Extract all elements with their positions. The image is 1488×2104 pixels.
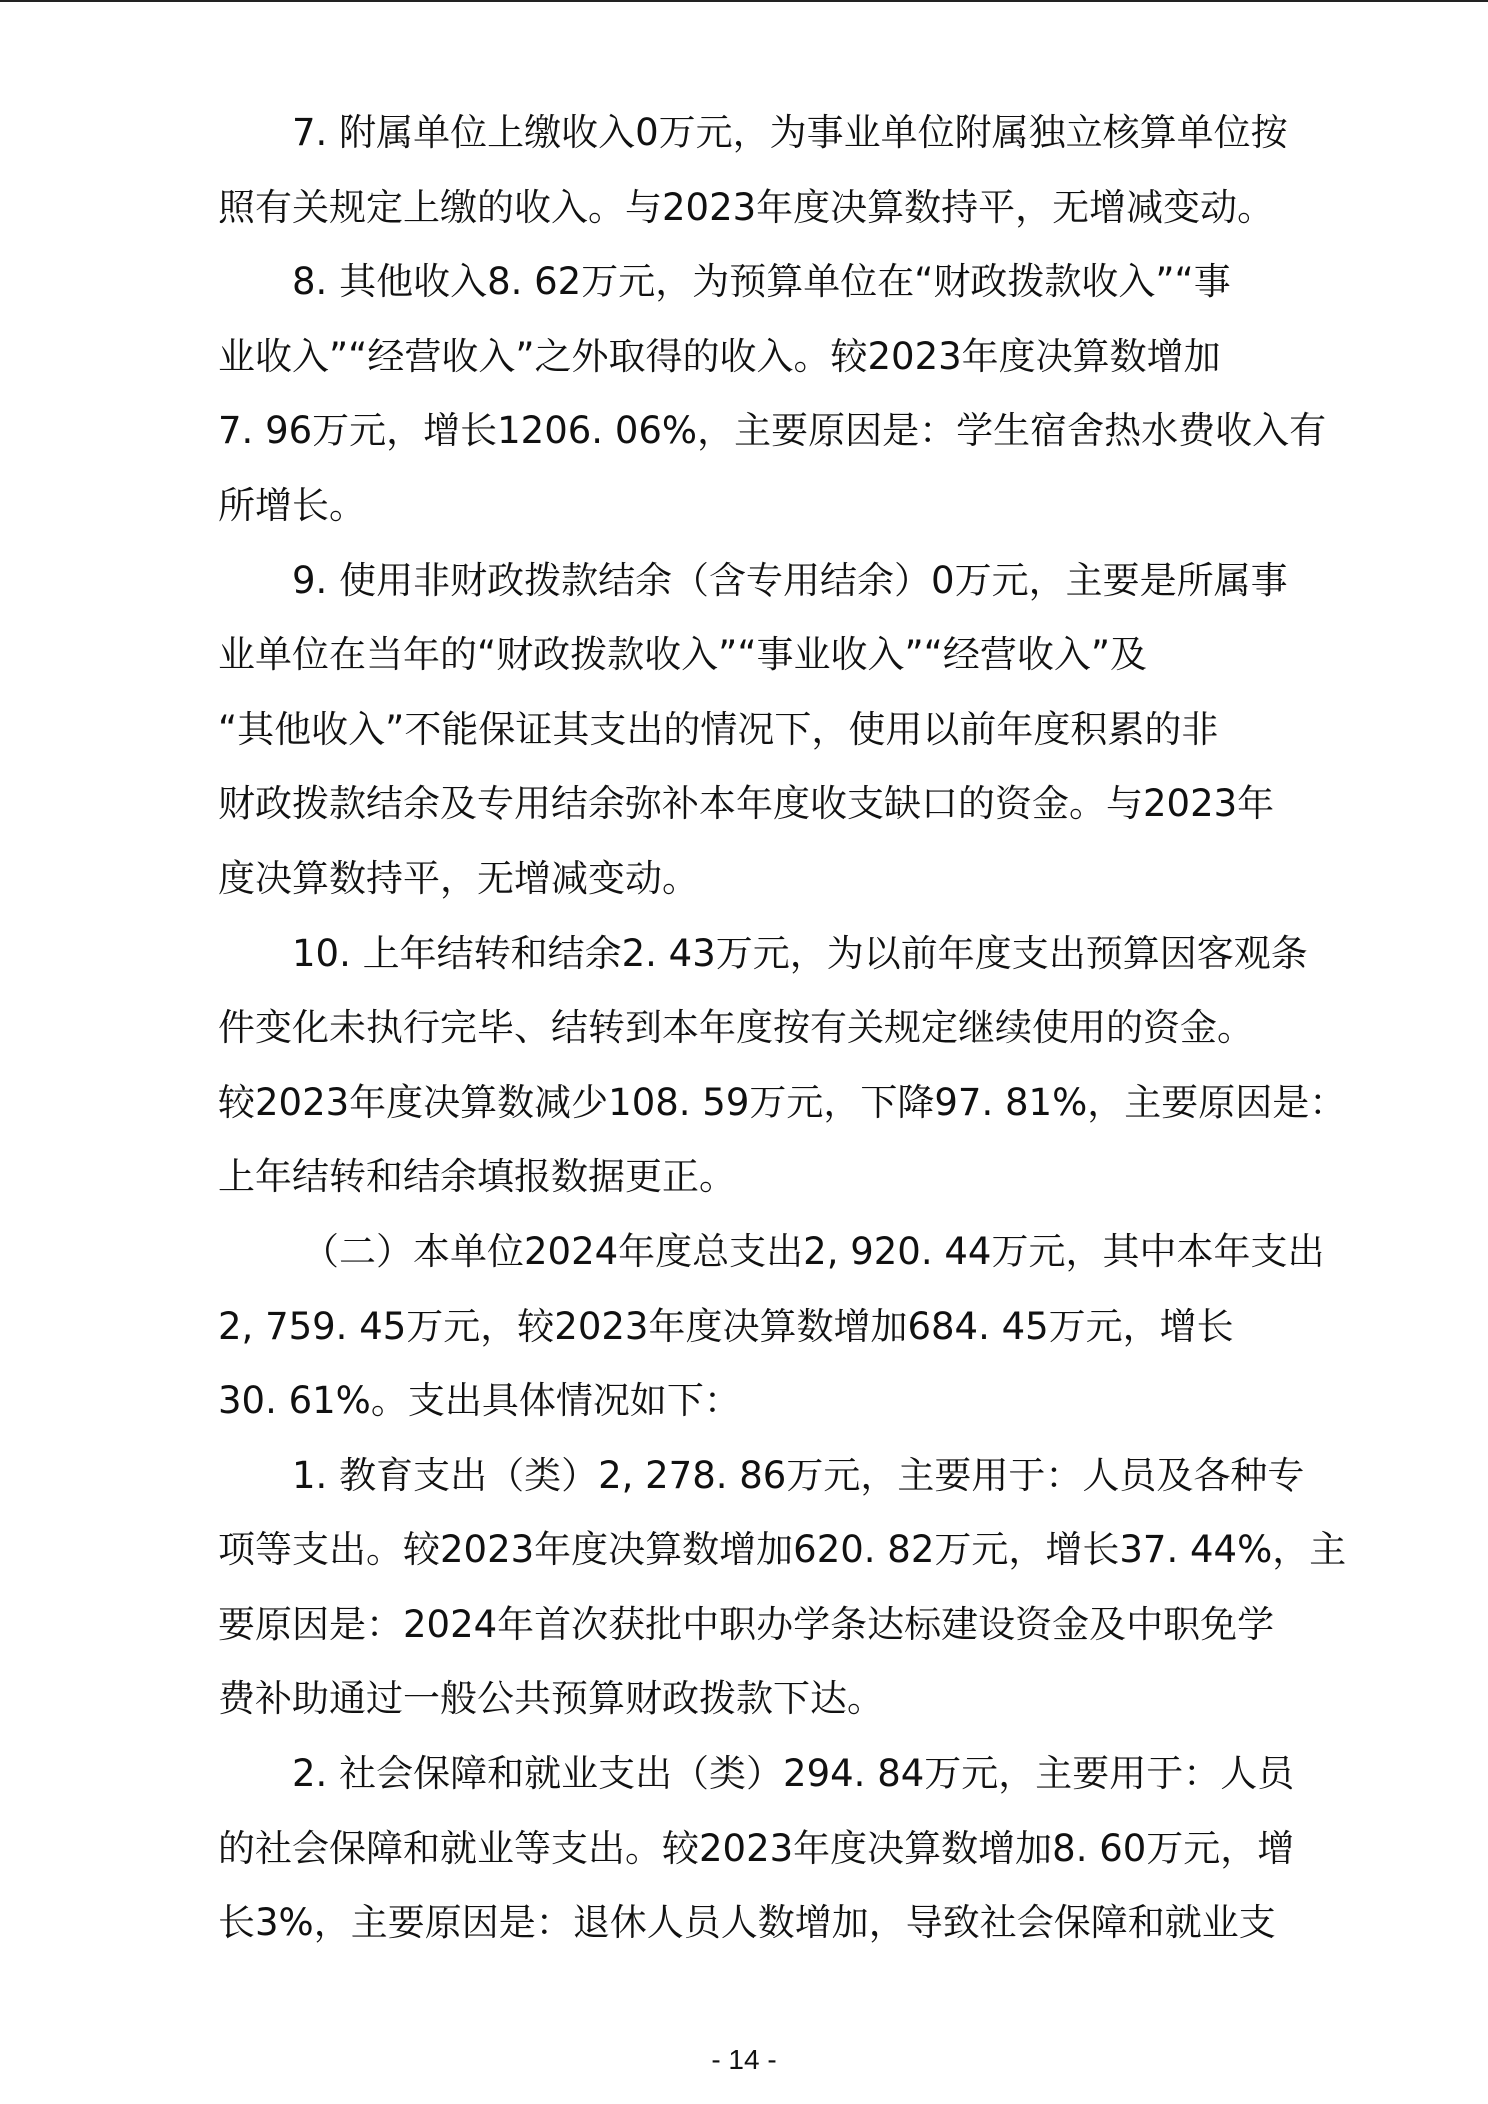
text-line: 7. 96万元，增长1206. 06%，主要原因是：学生宿舍热水费收入有 [218,409,1327,453]
text-line: 2, 759. 45万元，较2023年度决算数增加684. 45万元，增长 [218,1304,1234,1348]
paragraph-other-income [218,245,1327,543]
text-line: （二）本单位2024年度总支出2, 920. 44万元，其中本年支出 [302,1229,1325,1273]
paragraph-social-security-expenditure [218,1737,1295,1961]
text-line: 件变化未执行完毕、结转到本年度按有关规定继续使用的资金。 [218,1006,1254,1050]
text-line: 业收入”“经营收入”之外取得的收入。较2023年度决算数增加 [218,334,1221,378]
text-line: 上年结转和结余填报数据更正。 [218,1155,736,1199]
text-line: 照有关规定上缴的收入。与2023年度决算数持平，无增减变动。 [218,185,1275,229]
paragraph-non-fiscal-balance [218,544,1286,917]
text-line: 所增长。 [218,483,366,527]
text-line: 较2023年度决算数减少108. 59万元，下降97. 81%，主要原因是： [218,1080,1347,1124]
text-line: 业单位在当年的“财政拨款收入”“事业收入”“经营收入”及 [218,633,1148,677]
text-line: 财政拨款结余及专用结余弥补本年度收支缺口的资金。与2023年 [218,782,1275,826]
text-line: 要原因是：2024年首次获批中职办学条达标建设资金及中职免学 [218,1602,1275,1646]
paragraph-education-expenditure [218,1439,1347,1737]
text-line: 的社会保障和就业等支出。较2023年度决算数增加8. 60万元，增 [218,1826,1295,1870]
text-line: 项等支出。较2023年度决算数增加620. 82万元，增长37. 44%，主 [218,1528,1347,1572]
text-line: 长3%，主要原因是：退休人员人数增加，导致社会保障和就业支 [218,1901,1276,1945]
text-line: 费补助通过一般公共预算财政拨款下达。 [218,1677,884,1721]
page-number: - 14 - [711,2044,777,2075]
top-border-rule [0,0,1488,2]
text-line: 9. 使用非财政拨款结余（含专用结余）0万元，主要是所属事 [292,558,1288,602]
text-line: 30. 61%。支出具体情况如下： [218,1379,741,1423]
text-line: 8. 其他收入8. 62万元，为预算单位在“财政拨款收入”“事 [292,260,1231,304]
text-line: 度决算数持平，无增减变动。 [218,856,699,900]
text-line: “其他收入”不能保证其支出的情况下，使用以前年度积累的非 [218,707,1219,751]
text-line: 10. 上年结转和结余2. 43万元，为以前年度支出预算因客观条 [292,931,1308,975]
text-line: 2. 社会保障和就业支出（类）294. 84万元，主要用于：人员 [292,1752,1295,1796]
text-line: 7. 附属单位上缴收入0万元，为事业单位附属独立核算单位按 [292,111,1288,154]
paragraph-total-expenditure [218,1215,1325,1439]
document-body [218,96,1347,1961]
text-line: 1. 教育支出（类）2, 278. 86万元，主要用于：人员及各种专 [292,1453,1305,1497]
paragraph-affiliated-unit-income [218,96,1286,245]
paragraph-prior-year-carryover [218,917,1347,1215]
